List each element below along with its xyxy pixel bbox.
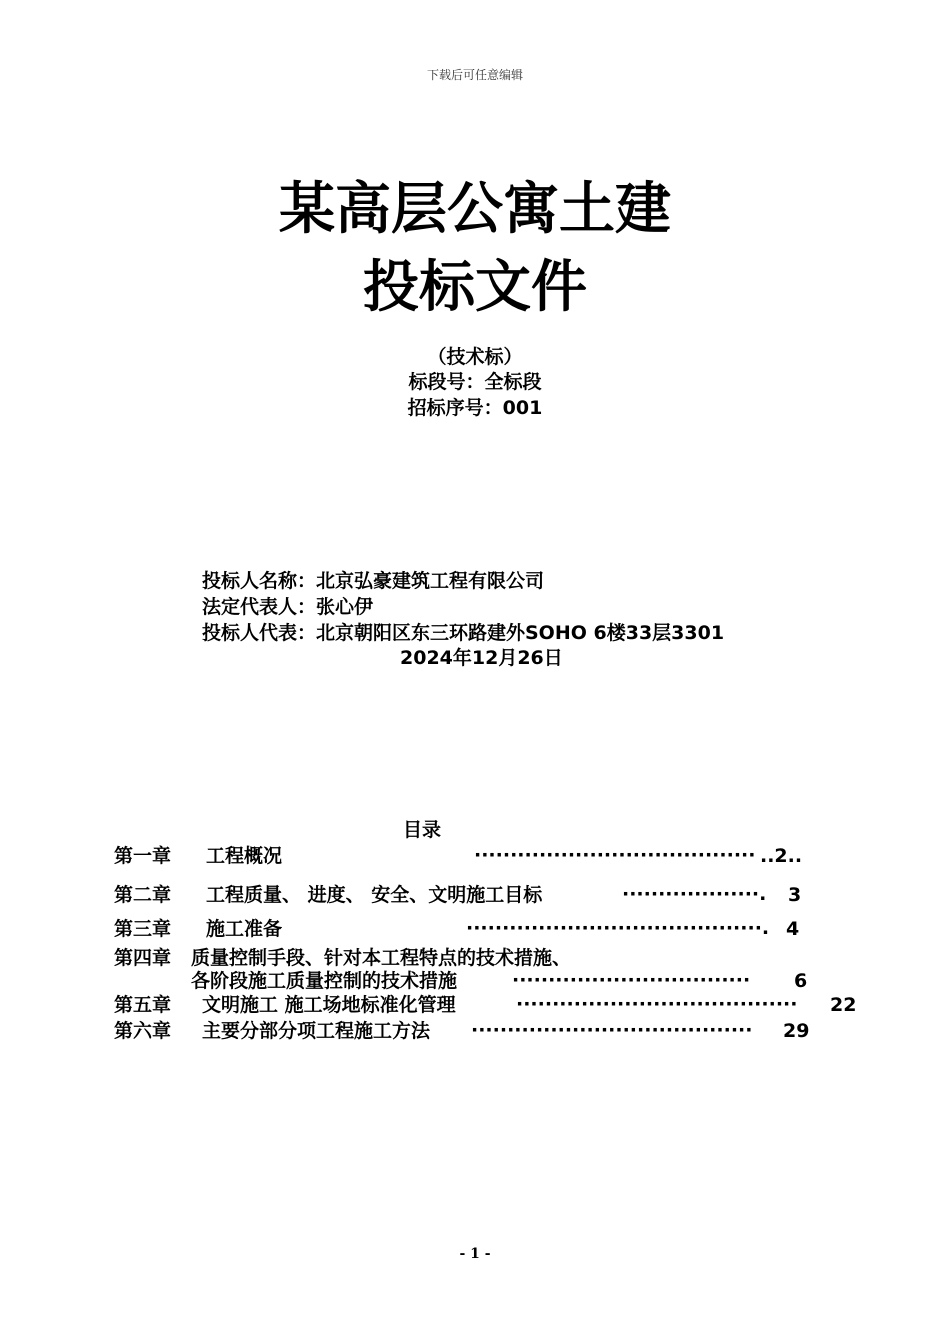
toc-chapter: 第四章 — [114, 947, 172, 969]
toc-entry-title: 主要分部分项工程施工方法 — [202, 1020, 431, 1042]
legal-representative: 法定代表人：张心伊 — [202, 596, 374, 618]
bidder-name: 投标人名称：北京弘豪建筑工程有限公司 — [202, 570, 545, 592]
toc-page-number: ..2.. — [760, 845, 803, 867]
toc-leader-dots: ······································· — [516, 993, 798, 1015]
subtitle-section: 标段号：全标段 — [408, 371, 542, 393]
toc-entry-title: 工程概况 — [206, 845, 283, 867]
toc-leader-dots: ······································· — [471, 1019, 753, 1041]
document-title-line1: 某高层公寓土建 — [279, 177, 671, 242]
page-header: 下载后可任意编辑 — [426, 68, 523, 82]
subtitle-number: 招标序号：001 — [407, 397, 543, 419]
toc-page-number: 22 — [830, 994, 857, 1016]
toc-leader-dots: ································· — [512, 969, 751, 991]
toc-chapter: 第一章 — [114, 845, 172, 867]
toc-entry-title: 文明施工 施工场地标准化管理 — [202, 994, 456, 1016]
toc-page-number: 3 — [788, 884, 802, 906]
toc-chapter: 第六章 — [114, 1020, 172, 1042]
toc-entry-title: 施工准备 — [206, 918, 283, 940]
subtitle-type: （技术标） — [427, 346, 523, 368]
toc-entry-title: 工程质量、 进度、 安全、文明施工目标 — [206, 884, 543, 906]
toc-chapter: 第二章 — [114, 884, 172, 906]
page-number-footer: - 1 - — [459, 1246, 491, 1262]
toc-chapter: 第五章 — [114, 994, 172, 1016]
bidder-representative: 投标人代表：北京朝阳区东三环路建外SOHO 6楼33层3301 — [202, 622, 725, 644]
toc-page-number: 6 — [794, 970, 808, 992]
toc-leader-dots: ·········································. — [466, 917, 770, 939]
document-date: 2024年12月26日 — [400, 647, 563, 669]
toc-page-number: 29 — [783, 1020, 810, 1042]
toc-leader-dots: ······································· — [474, 844, 756, 866]
toc-leader-dots: ···················. — [622, 883, 767, 905]
toc-entry-title: 各阶段施工质量控制的技术措施 — [191, 970, 458, 992]
toc-entry-title: 质量控制手段、针对本工程特点的技术措施、 — [191, 947, 572, 969]
toc-page-number: 4 — [786, 918, 800, 940]
toc-title: 目录 — [403, 819, 442, 841]
toc-chapter: 第三章 — [114, 918, 172, 940]
document-title-line2: 投标文件 — [363, 255, 587, 320]
